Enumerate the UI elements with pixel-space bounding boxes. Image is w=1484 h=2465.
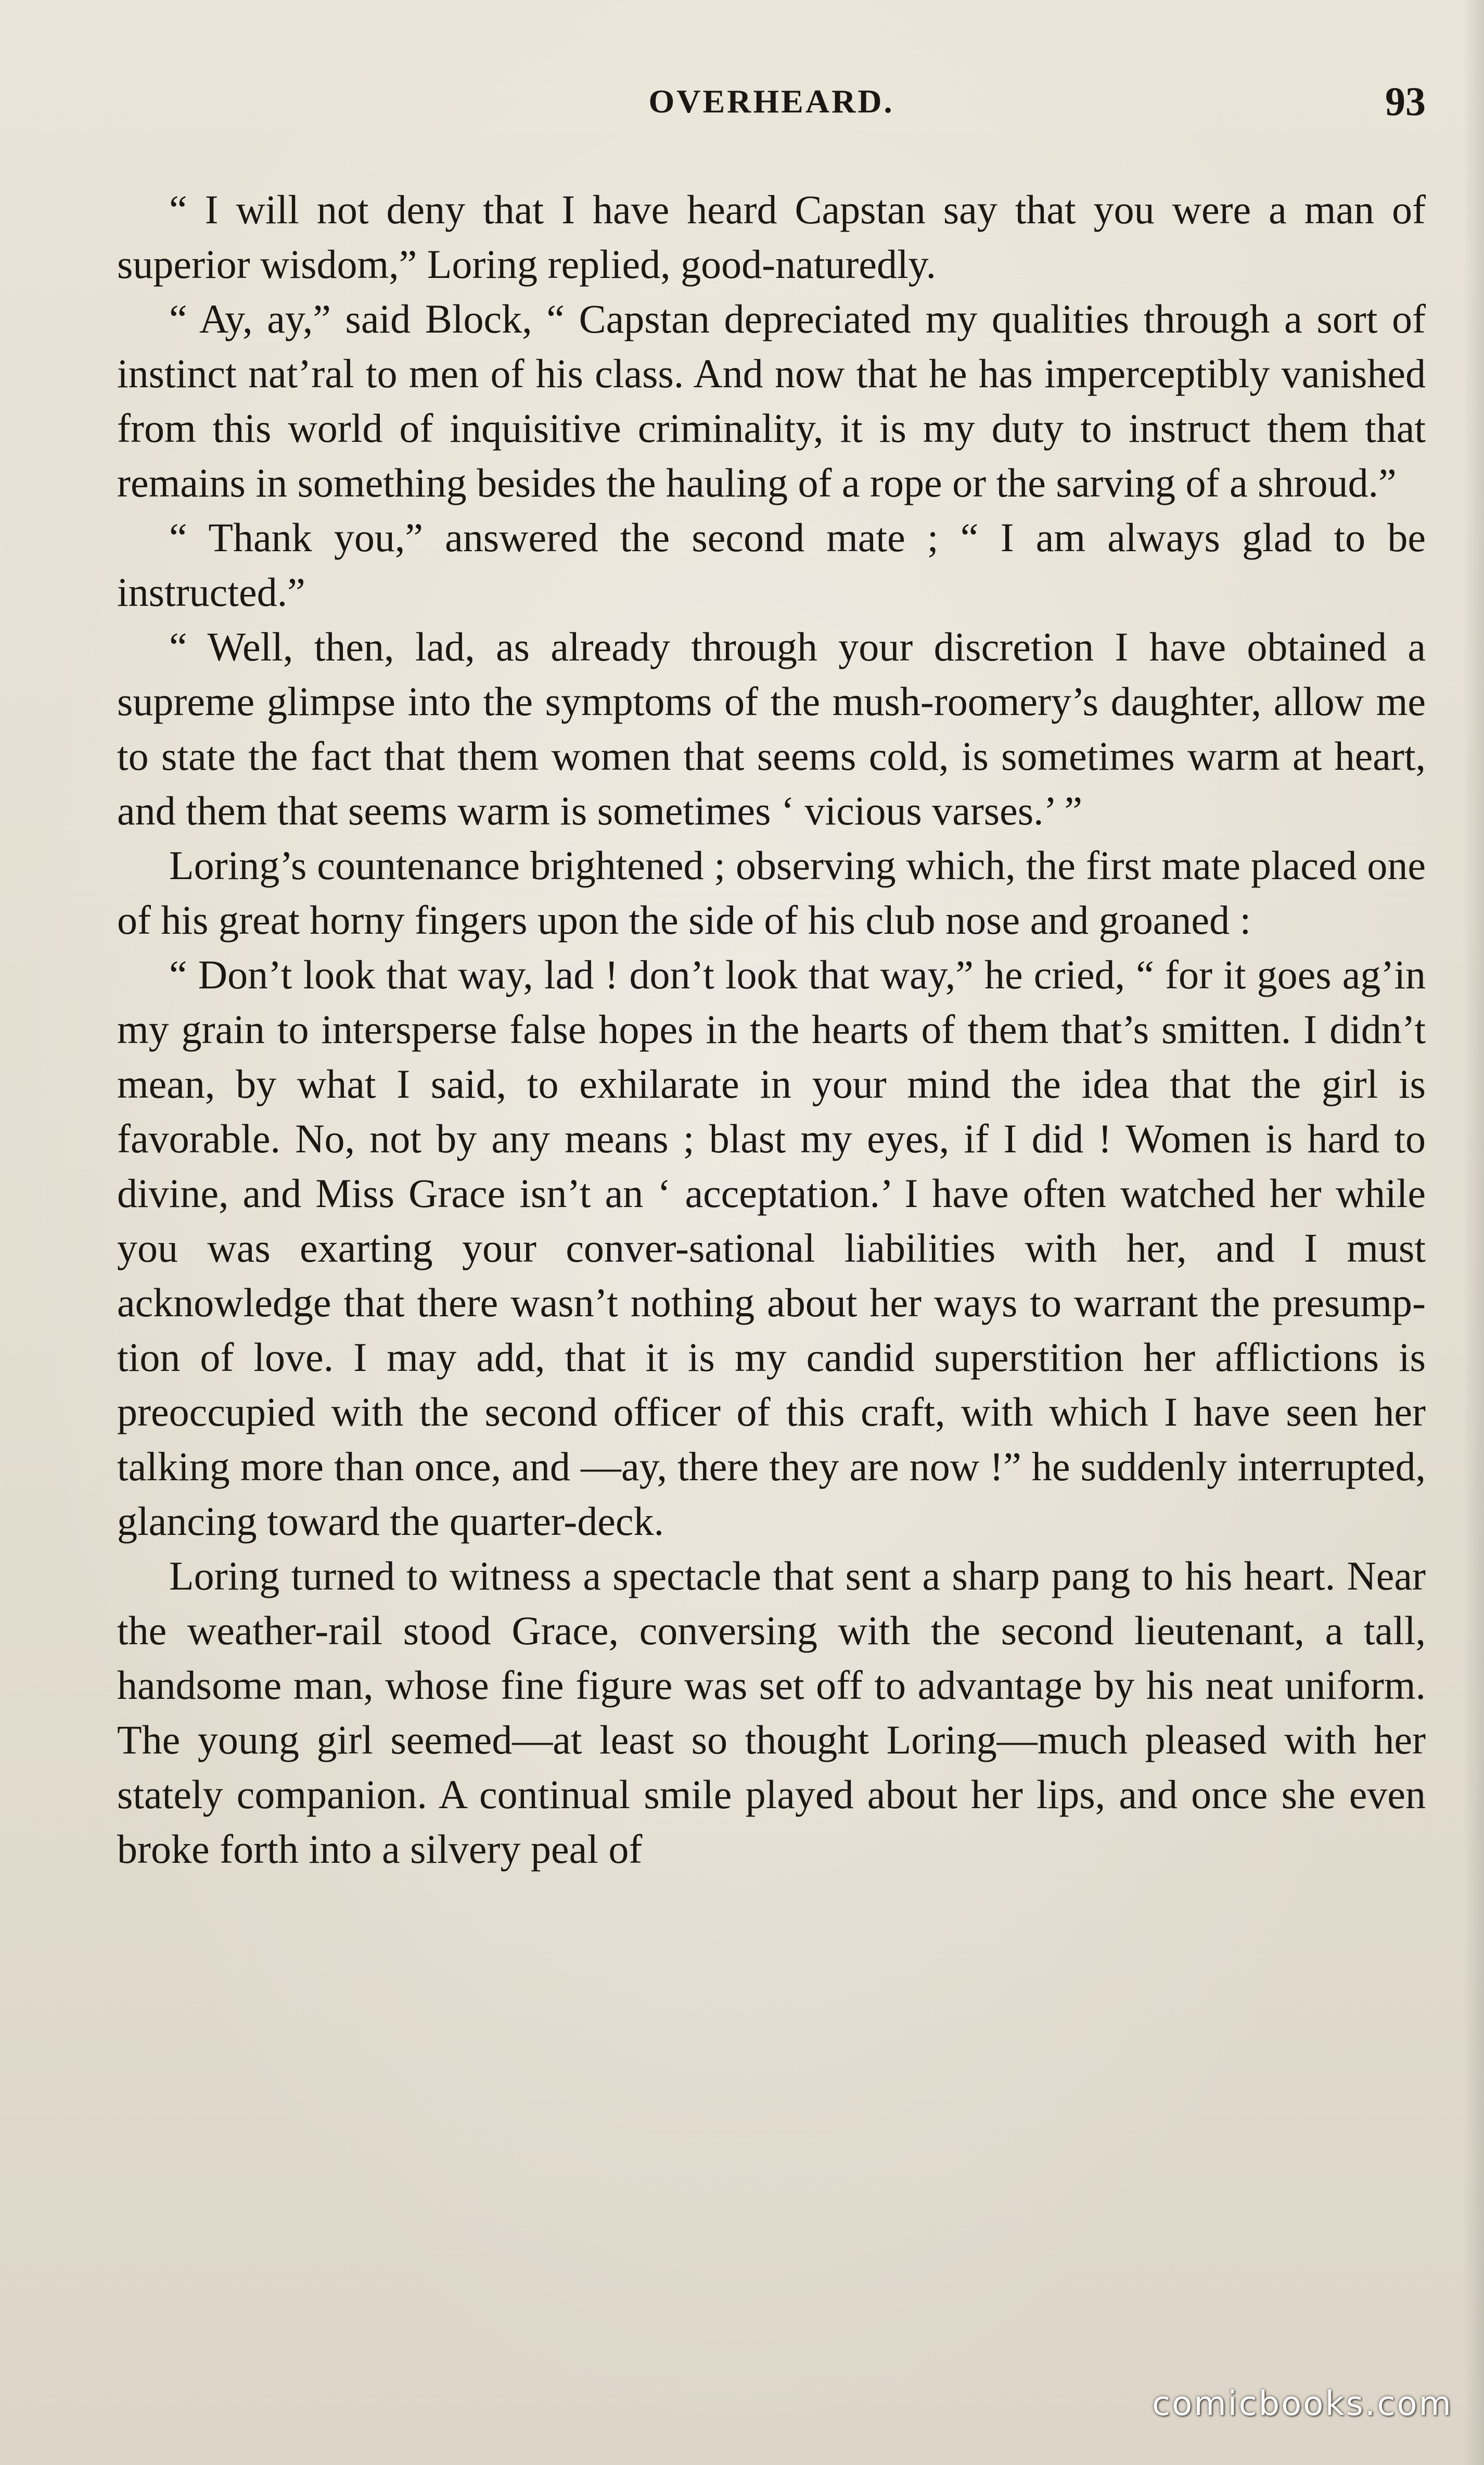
paragraph: “ Well, then, lad, as already through your discretion I have obtained a supreme glimpse into the symptoms of the mush-roomery’s daughter, allow me to state the fact that them women that seems cold, is sometimes warm at heart, and them that seems warm is sometimes ‘ vicious varses.’ ” bbox=[117, 624, 1426, 833]
page-number: 93 bbox=[1385, 79, 1426, 124]
paragraph: Loring turned to witness a spectacle that sent a sharp pang to his heart. Near the weather-rail stood Grace, conversing with the second lieutenant, a tall, handsome man, whose fine figure was set off to advantage by his neat uniform. The young girl seemed—at least so thought Loring—much pleased with her stately companion. A continual smile played about her lips, and once she even broke forth into a silvery peal of bbox=[117, 1553, 1426, 1872]
paragraph: “ Thank you,” answered the second mate ; “ I am always glad to be instructed.” bbox=[117, 515, 1426, 615]
watermark: comicbooks.com bbox=[1152, 2385, 1453, 2423]
page-edge-shadow bbox=[1463, 0, 1484, 2465]
running-head: OVERHEARD. bbox=[648, 83, 894, 120]
paragraph: “ I will not deny that I have heard Capstan say that you were a man of superior wisdom,” Loring replied, good-naturedly. bbox=[117, 187, 1426, 287]
paragraph: “ Ay, ay,” said Block, “ Capstan depreciated my qualities through a sort of instinct nat’ral to men of his class. And now that he has imperceptibly vanished from this world of inquisitive criminality, it is my duty to instruct them that remains in something besides the hauling of a rope or the sarving of a shroud.” bbox=[117, 296, 1426, 505]
body-text bbox=[117, 182, 1426, 1876]
paragraph: Loring’s countenance brightened ; observing which, the first mate placed one of his great horny fingers upon the side of his club nose and groaned : bbox=[117, 843, 1426, 943]
page-header bbox=[117, 78, 1426, 125]
paragraph: “ Don’t look that way, lad ! don’t look that way,” he cried, “ for it goes ag’in my grain to intersperse false hopes in the hearts of them that’s smitten. I didn’t mean, by what I said, to exhilarate in your mind the idea that the girl is favorable. No, not by any means ; blast my eyes, if I did ! Women is hard to divine, and Miss Grace isn’t an ‘ acceptation.’ I have often watched her while you was exarting your conver-sational liabilities with her, and I must acknowledge that there wasn’t nothing about her ways to warrant the presump-tion of love. I may add, that it is my candid superstition her afflictions is preoccupied with the second officer of this craft, with which I have seen her talking more than once, and —ay, there they are now !” he suddenly interrupted, glancing toward the quarter-deck. bbox=[117, 952, 1426, 1544]
